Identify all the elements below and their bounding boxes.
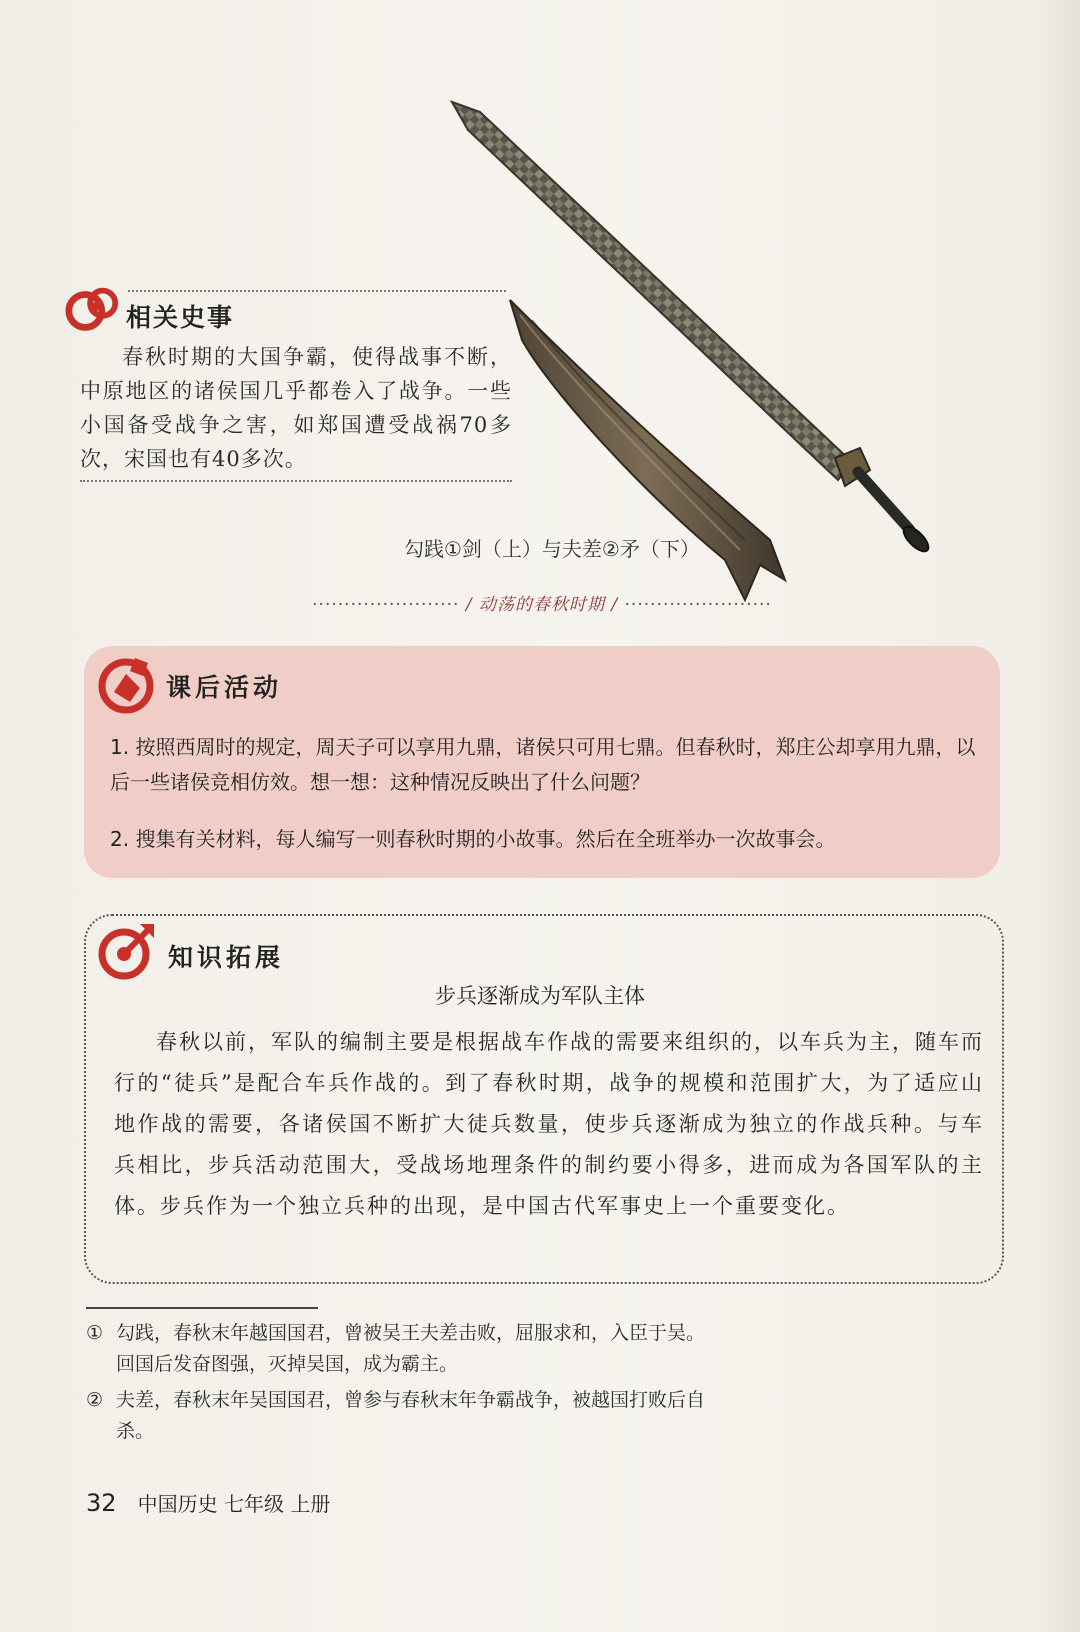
footnote-2 [86, 1385, 706, 1447]
page-number: 32 [86, 1489, 117, 1517]
related-history-title: 相关史事 [126, 303, 235, 332]
page-footer [86, 1488, 330, 1517]
footnote-1-text: 勾践，春秋末年越国国君，曾被吴王夫差击败，屈服求和，入臣于吴。回国后发奋图强，灭掉吴国，成为霸主。 [116, 1322, 706, 1375]
book-title: 中国历史 七年级 上册 [137, 1492, 331, 1516]
related-history-body: 春秋时期的大国争霸，使得战事不断，中原地区的诸侯国几乎都卷入了战争。一些小国备受战争之害，如郑国遭受战祸70多次，宋国也有40多次。 [80, 345, 512, 471]
activity-item-2: 2. 搜集有关材料，每人编写一则春秋时期的小故事。然后在全班举办一次故事会。 [110, 827, 836, 851]
chapter-marker [312, 590, 772, 615]
related-history-icon [64, 280, 122, 338]
footnote-1-number: ① [86, 1322, 104, 1344]
footnote-2-text: 夫差，春秋末年吴国国君，曾参与春秋末年争霸战争，被越国打败后自杀。 [116, 1389, 706, 1442]
related-bottom-divider [80, 480, 512, 482]
knowledge-extension-subtitle: 步兵逐渐成为军队主体 [435, 984, 645, 1008]
footnote-2-number: ② [86, 1389, 104, 1411]
page-edge-shadow [1036, 0, 1080, 1632]
activity-item-1: 1. 按照西周时的规定，周天子可以享用九鼎，诸侯只可用七鼎。但春秋时，郑庄公却享用九鼎，以后一些诸侯竞相仿效。想一想：这种情况反映出了什么问题？ [110, 735, 976, 794]
image-caption: 勾践①剑（上）与夫差②矛（下） [404, 537, 700, 561]
activity-icon [96, 654, 156, 714]
chapter-dots-right: ······················· [624, 595, 772, 615]
knowledge-extension-title: 知识拓展 [168, 943, 285, 972]
related-top-divider [128, 290, 506, 292]
chapter-title: / 动荡的春秋时期 / [465, 595, 619, 615]
knowledge-extension-body: 春秋以前，军队的编制主要是根据战车作战的需要来组织的，以车兵为主，随车而行的“徒兵”是配合车兵作战的。到了春秋时期，战争的规模和范围扩大，为了适应山地作战的需要，各诸侯国不断扩大徒兵数量，使步兵逐渐成为独立的作战兵种。与车兵相比，步兵活动范围大，受战场地理条件的制约要小得多，进而成为各国军队的主体。步兵作为一个独立兵种的出现，是中国古代军事史上一个重要变化。 [114, 1030, 984, 1218]
chapter-dots-left: ······················· [312, 595, 460, 615]
footnote-divider [86, 1307, 318, 1309]
sword-and-spear-image [440, 90, 1000, 650]
knowledge-icon [96, 920, 156, 980]
footnote-1 [86, 1318, 706, 1380]
activities-title: 课后活动 [166, 673, 283, 702]
